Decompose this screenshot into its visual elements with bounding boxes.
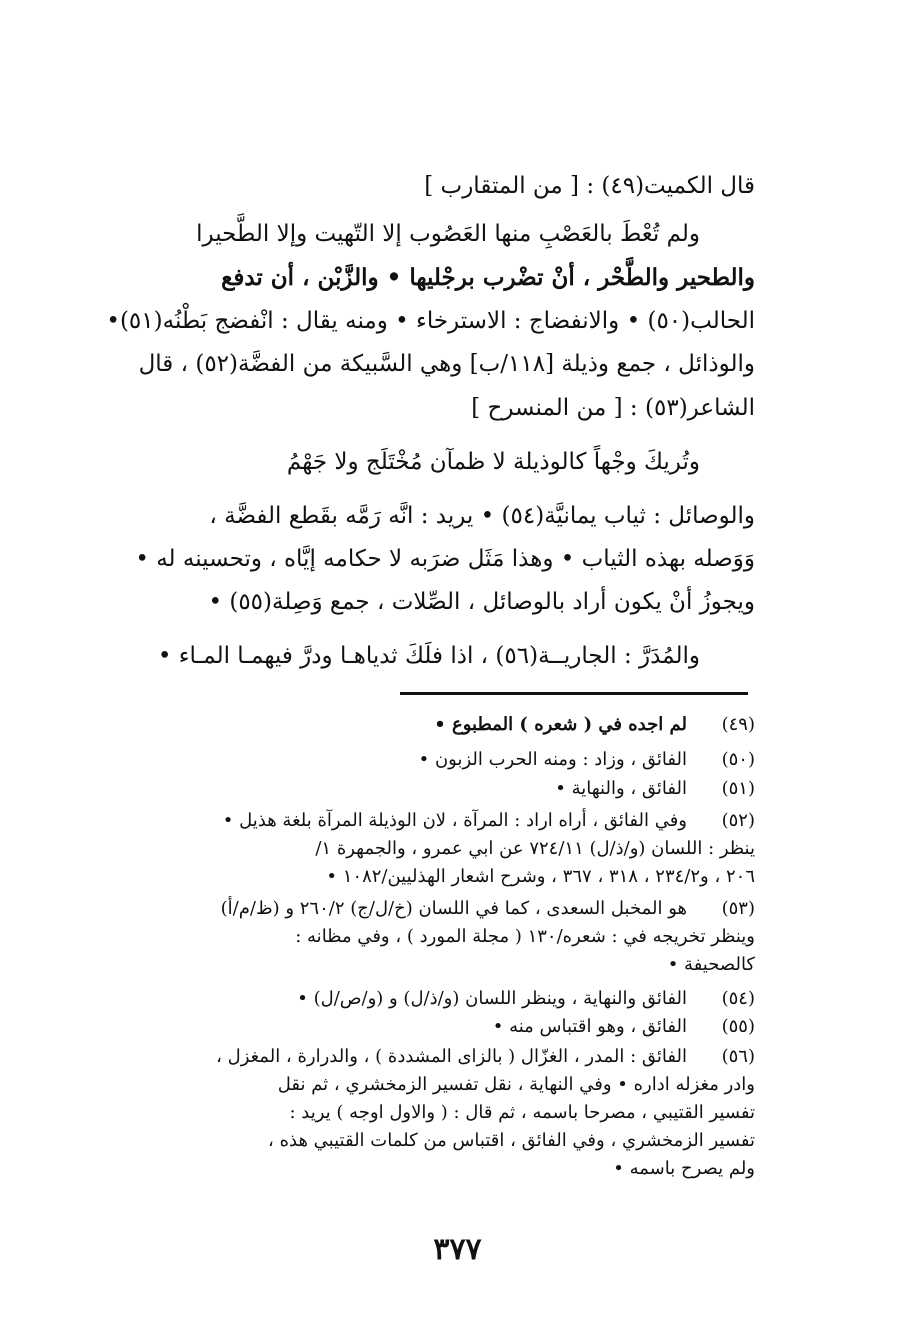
body-line-9: وَوَصله بهذه الثياب • وهذا مَثَل ضرَبه لا حكامه إيَّاه ، وتحسينه له • <box>135 546 755 572</box>
footnote-text: وينظر تخريجه في : شعره/١٣٠ ( مجلة المورد ) ، وفي مظانه : <box>295 926 755 947</box>
body-line-5: والوذائل ، جمع وذيلة [١١٨/ب] وهي السَّبيكة من الفضَّة(٥٢) ، قال <box>138 351 755 377</box>
footnote-number: (٥١) <box>721 778 755 799</box>
verse-line-2: وتُريكَ وجْهاً كالوذيلة لا ظمآن مُخْتَلَج ولا جَهْمُ <box>286 449 700 475</box>
footnote-text: وفي الفائق ، أراه اراد : المرآة ، لان الوذيلة المرآة بلغة هذيل • <box>222 810 687 831</box>
footnote-number: (٥٥) <box>721 1016 755 1037</box>
body-line-8: والوصائل : ثياب يمانيَّة(٥٤) • يريد : انَّه رَمَّه بقَطع الفضَّة ، <box>209 503 755 529</box>
footnote-text: وادر مغزله اداره • وفي النهاية ، نقل تفسير الزمخشري ، ثم نقل <box>277 1074 755 1095</box>
footnote-text: لم اجده في ( شعره ) المطبوع • <box>434 714 687 735</box>
footnote-number: (٥٢) <box>721 810 755 831</box>
footnote-text: ينظر : اللسان (و/ذ/ل) ٧٢٤/١١ عن ابي عمرو ، والجمهرة ١/ <box>315 838 755 859</box>
body-line-3: والطحير والطَّحْر ، أنْ تضْرب برجْليها • والزَّبْن ، أن تدفع <box>221 264 755 291</box>
footnote-separator <box>400 692 748 695</box>
footnote-text: الفائق ، والنهاية • <box>555 778 687 799</box>
footnote-text: ولم يصرح باسمه • <box>613 1158 755 1179</box>
footnote-text: تفسير الزمخشري ، وفي الفائق ، اقتباس من كلمات القتيبي هذه ، <box>268 1130 755 1151</box>
page-number: ٣٧٧ <box>433 1232 482 1267</box>
body-line-11: والمُدَرَّ : الجاريــة(٥٦) ، اذا فلَكَ ثدياهـا ودرَّ فيهمـا المـاء • <box>157 643 700 669</box>
footnote-number: (٥٤) <box>721 988 755 1009</box>
footnote-text: كالصحيفة • <box>667 954 755 975</box>
footnote-number: (٥٦) <box>721 1046 755 1067</box>
footnote-number: (٤٩) <box>721 714 755 735</box>
footnote-text: الفائق : المدر ، الغزّال ( بالزاى المشددة ) ، والدرارة ، المغزل ، <box>216 1046 687 1067</box>
footnote-text: الفائق والنهاية ، وينظر اللسان (و/ذ/ل) و (و/ص/ل) • <box>297 988 687 1009</box>
footnote-text: هو المخبل السعدى ، كما في اللسان (خ/ل/ج) ٢٦٠/٢ و (ظ/م/أ) <box>220 898 687 919</box>
verse-line-1: ولم تُعْطَ بالعَصْبِ منها العَصُوب إلا التّهيت وإلا الطَّحيرا <box>196 221 700 247</box>
footnote-number: (٥٠) <box>721 749 755 770</box>
footnote-text: الفائق ، وهو اقتباس منه • <box>492 1016 687 1037</box>
body-line-6: الشاعر(٥٣) : [ من المنسرح ] <box>471 395 755 421</box>
body-line-4: الحالب(٥٠) • والانفضاج : الاسترخاء • ومنه يقال : انْفضج بَطْنُه(٥١)• <box>106 308 755 334</box>
body-line-1: قال الكميت(٤٩) : [ من المتقارب ] <box>424 173 755 199</box>
body-line-10: ويجوزُ أنْ يكون أراد بالوصائل ، الصِّلات ، جمع وَصِلة(٥٥) • <box>208 589 755 615</box>
footnote-number: (٥٣) <box>721 898 755 919</box>
footnote-text: تفسير القتيبي ، مصرحا باسمه ، ثم قال : ( والاول اوجه ) يريد : <box>289 1102 755 1123</box>
footnote-text: الفائق ، وزاد : ومنه الحرب الزبون • <box>418 749 687 770</box>
footnote-text: ٢٠٦ ، و٢٣٤/٢ ، ٣١٨ ، ٣٦٧ ، وشرح اشعار الهذليين/١٠٨٢ • <box>326 866 755 887</box>
